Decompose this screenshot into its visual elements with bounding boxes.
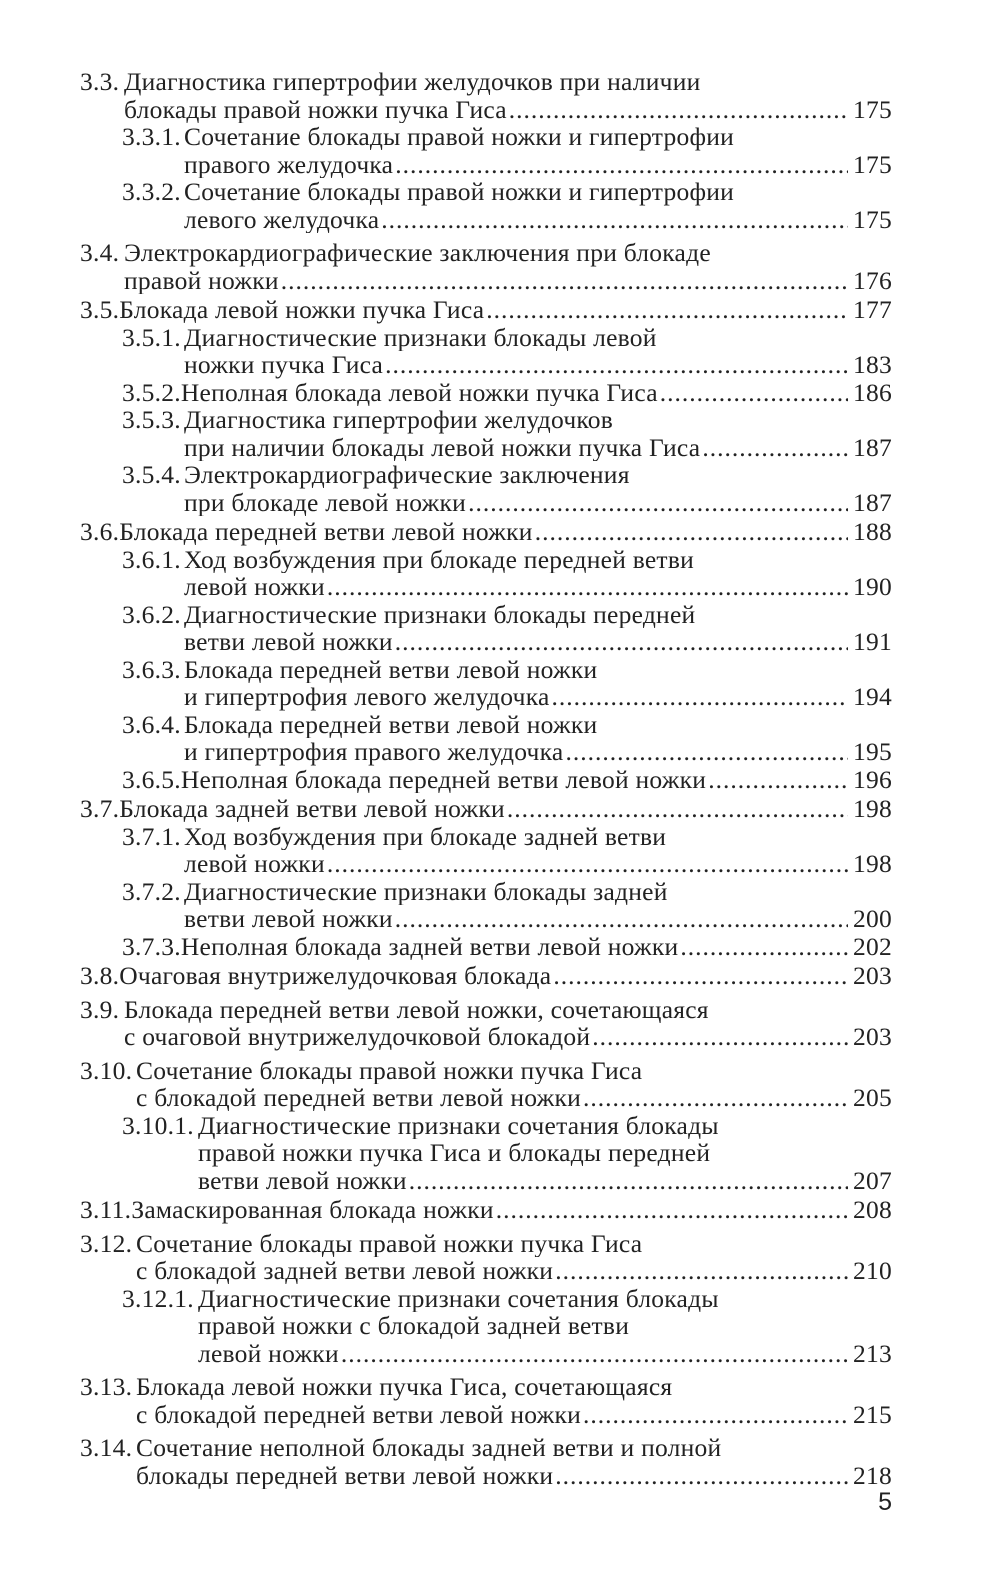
toc-entry-number: 3.7. (80, 795, 120, 823)
toc-page-number: 191 (853, 628, 892, 656)
toc-page-number: 195 (853, 738, 892, 766)
toc-entry-title: Диагностические признаки сочетания блокады (198, 1111, 719, 1139)
toc-entry-title: Сочетание блокады правой ножки пучка Гиса (136, 1056, 643, 1084)
toc-entry-number: 3.5.4. (122, 461, 181, 489)
toc-entry[interactable] (80, 68, 892, 123)
toc-entry-title: и гипертрофия правого желудочка (184, 738, 564, 766)
toc-page-number: 183 (853, 351, 892, 379)
toc-entry[interactable] (80, 1434, 892, 1489)
toc-page-number: 196 (853, 765, 892, 793)
leader-dots (385, 351, 848, 379)
toc-page-number: 198 (853, 850, 892, 878)
leader-dots (281, 267, 848, 295)
toc-page-number: 207 (853, 1166, 892, 1194)
toc-page-number: 194 (853, 683, 892, 711)
toc-entry-title: Очаговая внутрижелудочковая блокада (119, 962, 552, 990)
toc-entry-title: с блокадой передней ветви левой ножки (136, 1400, 581, 1428)
toc-entry-title: правой ножки (124, 266, 279, 294)
leader-dots (680, 933, 848, 961)
toc-entry-title: Диагностические признаки блокады передней (184, 600, 696, 628)
toc-page-number: 218 (853, 1461, 892, 1489)
table-of-contents (80, 66, 892, 1489)
leader-dots (496, 1196, 848, 1224)
toc-entry-number: 3.5. (80, 296, 120, 324)
leader-dots (468, 489, 848, 517)
toc-entry-number: 3.6.5. (122, 765, 181, 793)
toc-entry-title: Электрокардиографические заключения (184, 461, 630, 489)
toc-entry-number: 3.7.1. (122, 822, 181, 850)
leader-dots (395, 628, 848, 656)
toc-entry-title: Сочетание блокады правой ножки пучка Гиса (136, 1229, 643, 1257)
toc-entry-title: Неполная блокада передней ветви левой ножки (180, 765, 707, 793)
toc-page-number: 203 (853, 1023, 892, 1051)
toc-entry-number: 3.6. (80, 518, 120, 546)
toc-entry[interactable] (80, 656, 892, 711)
toc-entry-number: 3.13. (80, 1373, 133, 1401)
toc-entry-title: ветви левой ножки (184, 628, 393, 656)
toc-entry[interactable] (80, 601, 892, 656)
toc-entry-title: и гипертрофия левого желудочка (184, 683, 550, 711)
toc-entry[interactable] (80, 518, 892, 546)
toc-entry-title: с блокадой передней ветви левой ножки (136, 1084, 581, 1112)
leader-dots (535, 518, 848, 546)
toc-page-number: 205 (853, 1084, 892, 1112)
toc-entry[interactable] (80, 766, 892, 794)
toc-entry-title: Блокада передней ветви левой ножки, сочетающаяся (124, 995, 709, 1023)
toc-entry[interactable] (80, 1057, 892, 1112)
toc-entry[interactable] (80, 962, 892, 990)
toc-entry[interactable] (80, 1230, 892, 1285)
toc-entry-title: при блокаде левой ножки (184, 488, 467, 516)
toc-entry-number: 3.3.2. (122, 178, 181, 206)
toc-page-number: 188 (853, 518, 892, 546)
toc-entry[interactable] (80, 996, 892, 1051)
leader-dots (395, 905, 848, 933)
toc-entry-title: ножки пучка Гиса (184, 351, 384, 379)
toc-page-number: 187 (853, 488, 892, 516)
leader-dots (486, 296, 848, 324)
leader-dots (509, 96, 848, 124)
leader-dots (409, 1167, 848, 1195)
toc-entry-title: левого желудочка (184, 205, 380, 233)
toc-entry[interactable] (80, 933, 892, 961)
leader-dots (552, 683, 848, 711)
toc-entry-number: 3.5.3. (122, 406, 181, 434)
toc-entry-title: Блокада задней ветви левой ножки (119, 795, 505, 823)
toc-entry-number: 3.3. (80, 68, 120, 96)
toc-entry-number: 3.4. (80, 239, 120, 267)
leader-dots (327, 850, 848, 878)
toc-entry[interactable] (80, 406, 892, 461)
toc-entry-number: 3.12. (80, 1229, 133, 1257)
toc-page-number: 198 (853, 795, 892, 823)
leader-dots (583, 1084, 848, 1112)
toc-page-number: 175 (853, 150, 892, 178)
toc-entry-number: 3.10.1. (122, 1111, 194, 1139)
toc-entry[interactable] (80, 324, 892, 379)
toc-entry[interactable] (80, 123, 892, 178)
toc-entry[interactable] (80, 1373, 892, 1428)
toc-entry-title: Неполная блокада задней ветви левой ножки (180, 932, 679, 960)
toc-entry-title: ветви левой ножки (184, 905, 393, 933)
toc-entry-title: с очаговой внутрижелудочковой блокадой (124, 1023, 591, 1051)
toc-entry-title: Сочетание неполной блокады задней ветви и полной (136, 1434, 722, 1462)
toc-entry[interactable] (80, 878, 892, 933)
page-number: 5 (878, 1488, 892, 1516)
toc-entry-title: Диагностические признаки блокады левой (184, 323, 657, 351)
toc-entry[interactable] (80, 178, 892, 233)
toc-page-number: 213 (853, 1339, 892, 1367)
toc-page-number: 190 (853, 573, 892, 601)
leader-dots (395, 151, 848, 179)
toc-page-number: 202 (853, 932, 892, 960)
toc-entry-title: правого желудочка (184, 150, 394, 178)
toc-entry-title: Сочетание блокады правой ножки и гипертрофии (184, 123, 735, 151)
leader-dots (708, 766, 848, 794)
toc-entry[interactable] (80, 461, 892, 516)
toc-entry-number: 3.6.4. (122, 710, 181, 738)
toc-entry-number: 3.5.1. (122, 323, 181, 351)
toc-entry[interactable] (80, 1112, 892, 1195)
toc-entry-title: левой ножки (184, 573, 325, 601)
leader-dots (553, 962, 848, 990)
leader-dots (702, 434, 848, 462)
toc-entry-number: 3.5.2. (122, 378, 181, 406)
toc-entry[interactable] (80, 795, 892, 823)
toc-entry-number: 3.6.3. (122, 655, 181, 683)
toc-entry-title: Диагностика гипертрофии желудочков при наличии (124, 68, 701, 96)
toc-entry-number: 3.12.1. (122, 1284, 194, 1312)
toc-entry[interactable] (80, 1196, 892, 1224)
toc-entry-title: Ход возбуждения при блокаде задней ветви (184, 822, 667, 850)
toc-page-number: 187 (853, 433, 892, 461)
leader-dots (555, 1257, 848, 1285)
toc-entry-title: ветви левой ножки (198, 1166, 407, 1194)
toc-entry-title: с блокадой задней ветви левой ножки (136, 1257, 554, 1285)
toc-page-number: 200 (853, 905, 892, 933)
leader-dots (565, 738, 848, 766)
toc-entry-title: правой ножки с блокадой задней ветви (198, 1312, 630, 1340)
toc-entry-title: Сочетание блокады правой ножки и гипертрофии (184, 178, 735, 206)
leader-dots (583, 1401, 848, 1429)
toc-entry-number: 3.6.1. (122, 545, 181, 573)
toc-entry-title: Блокада передней ветви левой ножки (184, 655, 598, 683)
toc-entry-title: Блокада передней ветви левой ножки (119, 518, 533, 546)
toc-page-number: 186 (853, 378, 892, 406)
toc-page-number: 175 (853, 205, 892, 233)
toc-entry-number: 3.9. (80, 995, 120, 1023)
toc-page-number: 176 (853, 266, 892, 294)
toc-entry[interactable] (80, 296, 892, 324)
toc-entry-title: Блокада левой ножки пучка Гиса (119, 296, 485, 324)
toc-entry[interactable] (80, 546, 892, 601)
toc-entry-title: при наличии блокады левой ножки пучка Гиса (184, 433, 701, 461)
toc-entry-title: левой ножки (184, 850, 325, 878)
leader-dots (341, 1340, 848, 1368)
toc-entry-title: Блокада передней ветви левой ножки (184, 710, 598, 738)
toc-entry[interactable] (80, 239, 892, 294)
toc-page-number: 215 (853, 1400, 892, 1428)
toc-entry[interactable] (80, 711, 892, 766)
toc-entry[interactable] (80, 379, 892, 407)
leader-dots (592, 1023, 848, 1051)
toc-entry-title: Диагностические признаки сочетания блокады (198, 1284, 719, 1312)
leader-dots (660, 379, 848, 407)
toc-entry-title: Электрокардиографические заключения при блокаде (124, 239, 711, 267)
toc-entry-title: блокады передней ветви левой ножки (136, 1461, 554, 1489)
toc-entry[interactable] (80, 1285, 892, 1368)
toc-entry-title: Диагностика гипертрофии желудочков (184, 406, 614, 434)
toc-page-number: 175 (853, 95, 892, 123)
toc-entry-number: 3.6.2. (122, 600, 181, 628)
toc-entry-number: 3.8. (80, 962, 120, 990)
toc-entry-number: 3.10. (80, 1056, 133, 1084)
toc-entry-title: блокады правой ножки пучка Гиса (124, 95, 507, 123)
toc-entry-title: Замаскированная блокада ножки (131, 1196, 494, 1224)
toc-entry-number: 3.3.1. (122, 123, 181, 151)
toc-entry-title: правой ножки пучка Гиса и блокады передней (198, 1139, 711, 1167)
toc-entry-title: Диагностические признаки блокады задней (184, 877, 668, 905)
toc-entry-title: Ход возбуждения при блокаде передней ветви (184, 545, 695, 573)
toc-entry-number: 3.7.2. (122, 877, 181, 905)
toc-page-number: 203 (853, 962, 892, 990)
toc-entry-number: 3.11. (80, 1196, 132, 1224)
leader-dots (507, 795, 848, 823)
leader-dots (555, 1462, 848, 1490)
toc-entry-title: левой ножки (198, 1339, 339, 1367)
toc-entry-number: 3.14. (80, 1434, 133, 1462)
toc-entry-title: Неполная блокада левой ножки пучка Гиса (180, 378, 658, 406)
leader-dots (327, 573, 848, 601)
toc-page-number: 210 (853, 1257, 892, 1285)
toc-page-number: 177 (853, 296, 892, 324)
toc-page-number: 208 (853, 1196, 892, 1224)
leader-dots (381, 206, 848, 234)
toc-entry-number: 3.7.3. (122, 932, 181, 960)
toc-entry[interactable] (80, 823, 892, 878)
toc-entry-title: Блокада левой ножки пучка Гиса, сочетающаяся (136, 1373, 673, 1401)
